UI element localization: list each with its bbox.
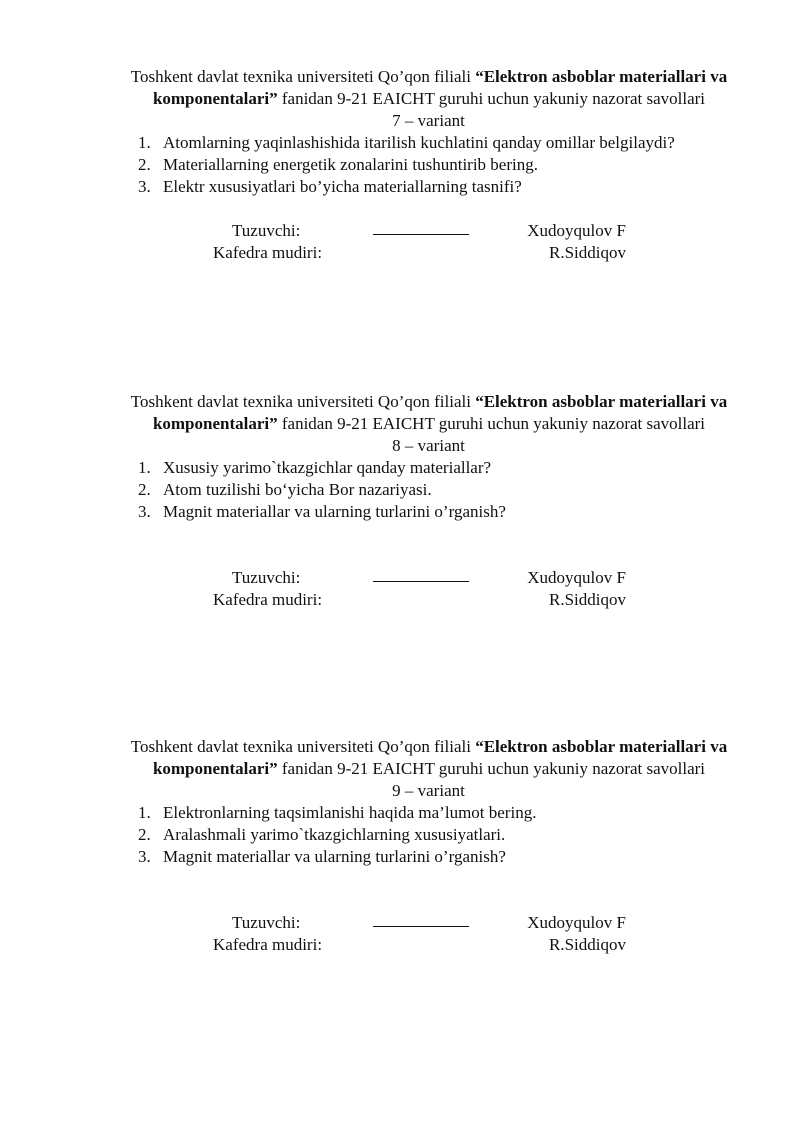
exam-variant-block bbox=[0, 736, 800, 956]
question-item bbox=[0, 154, 800, 176]
compiler-row bbox=[0, 912, 800, 934]
question-text: Elektr xususiyatlari bo’yicha materiallarning tasnifi? bbox=[163, 177, 522, 196]
exam-heading bbox=[119, 391, 739, 435]
head-label: Kafedra mudiri: bbox=[213, 243, 323, 262]
compiler-label: Tuzuvchi: bbox=[232, 221, 301, 240]
compiler-name: Xudoyqulov F bbox=[527, 913, 626, 932]
heading-course: “Elektron asboblar materiallari va komponentalari” bbox=[152, 737, 728, 778]
question-item bbox=[0, 802, 800, 824]
variant-number: 9 – variant bbox=[392, 781, 465, 800]
question-number: 3. bbox=[138, 177, 151, 196]
question-number: 3. bbox=[138, 847, 151, 866]
variant-number: 8 – variant bbox=[392, 436, 465, 455]
signature-section bbox=[0, 912, 800, 956]
variant-number: 7 – variant bbox=[392, 111, 465, 130]
question-number: 2. bbox=[138, 155, 151, 174]
head-label: Kafedra mudiri: bbox=[213, 590, 323, 609]
question-number: 1. bbox=[138, 458, 151, 477]
heading-purpose: fanidan 9-21 EAICHT guruhi uchun yakuniy nazorat savollari bbox=[277, 759, 706, 778]
compiler-label: Tuzuvchi: bbox=[232, 568, 301, 587]
question-item bbox=[0, 501, 800, 523]
question-text: Magnit materiallar va ularning turlarini o’rganish? bbox=[163, 847, 506, 866]
head-row bbox=[0, 934, 800, 956]
heading-institution: Toshkent davlat texnika universiteti Qo’qon filiali bbox=[130, 392, 476, 411]
question-item bbox=[0, 479, 800, 501]
head-name: R.Siddiqov bbox=[549, 935, 626, 954]
question-number: 3. bbox=[138, 502, 151, 521]
heading-purpose: fanidan 9-21 EAICHT guruhi uchun yakuniy nazorat savollari bbox=[277, 414, 706, 433]
question-item bbox=[0, 457, 800, 479]
question-list bbox=[0, 457, 800, 523]
heading-institution: Toshkent davlat texnika universiteti Qo’qon filiali bbox=[130, 67, 476, 86]
head-name: R.Siddiqov bbox=[549, 243, 626, 262]
head-row bbox=[0, 242, 800, 264]
signature-line bbox=[373, 234, 469, 235]
head-label: Kafedra mudiri: bbox=[213, 935, 323, 954]
question-number: 1. bbox=[138, 803, 151, 822]
head-name: R.Siddiqov bbox=[549, 590, 626, 609]
signature-section bbox=[0, 567, 800, 611]
compiler-row bbox=[0, 220, 800, 242]
question-text: Materiallarning energetik zonalarini tushuntirib bering. bbox=[163, 155, 538, 174]
question-item bbox=[0, 846, 800, 868]
exam-heading bbox=[119, 66, 739, 110]
compiler-name: Xudoyqulov F bbox=[527, 568, 626, 587]
compiler-label: Tuzuvchi: bbox=[232, 913, 301, 932]
question-item bbox=[0, 824, 800, 846]
question-list bbox=[0, 802, 800, 868]
heading-course: “Elektron asboblar materiallari va komponentalari” bbox=[152, 392, 728, 433]
question-list bbox=[0, 132, 800, 198]
exam-variant-block bbox=[0, 391, 800, 611]
question-item bbox=[0, 176, 800, 198]
signature-line bbox=[373, 581, 469, 582]
exam-heading bbox=[119, 736, 739, 780]
question-item bbox=[0, 132, 800, 154]
signature-line bbox=[373, 926, 469, 927]
question-number: 2. bbox=[138, 825, 151, 844]
signature-section bbox=[0, 220, 800, 264]
heading-purpose: fanidan 9-21 EAICHT guruhi uchun yakuniy nazorat savollari bbox=[277, 89, 706, 108]
question-text: Atomlarning yaqinlashishida itarilish kuchlatini qanday omillar belgilaydi? bbox=[163, 133, 675, 152]
question-number: 2. bbox=[138, 480, 151, 499]
question-number: 1. bbox=[138, 133, 151, 152]
heading-institution: Toshkent davlat texnika universiteti Qo’qon filiali bbox=[130, 737, 476, 756]
exam-variant-block bbox=[0, 66, 800, 264]
question-text: Atom tuzilishi bo‘yicha Bor nazariyasi. bbox=[163, 480, 432, 499]
question-text: Magnit materiallar va ularning turlarini o’rganish? bbox=[163, 502, 506, 521]
compiler-row bbox=[0, 567, 800, 589]
heading-course: “Elektron asboblar materiallari va komponentalari” bbox=[152, 67, 728, 108]
question-text: Aralashmali yarimo`tkazgichlarning xususiyatlari. bbox=[163, 825, 506, 844]
compiler-name: Xudoyqulov F bbox=[527, 221, 626, 240]
question-text: Elektronlarning taqsimlanishi haqida ma’lumot bering. bbox=[163, 803, 537, 822]
question-text: Xususiy yarimo`tkazgichlar qanday materiallar? bbox=[163, 458, 492, 477]
head-row bbox=[0, 589, 800, 611]
